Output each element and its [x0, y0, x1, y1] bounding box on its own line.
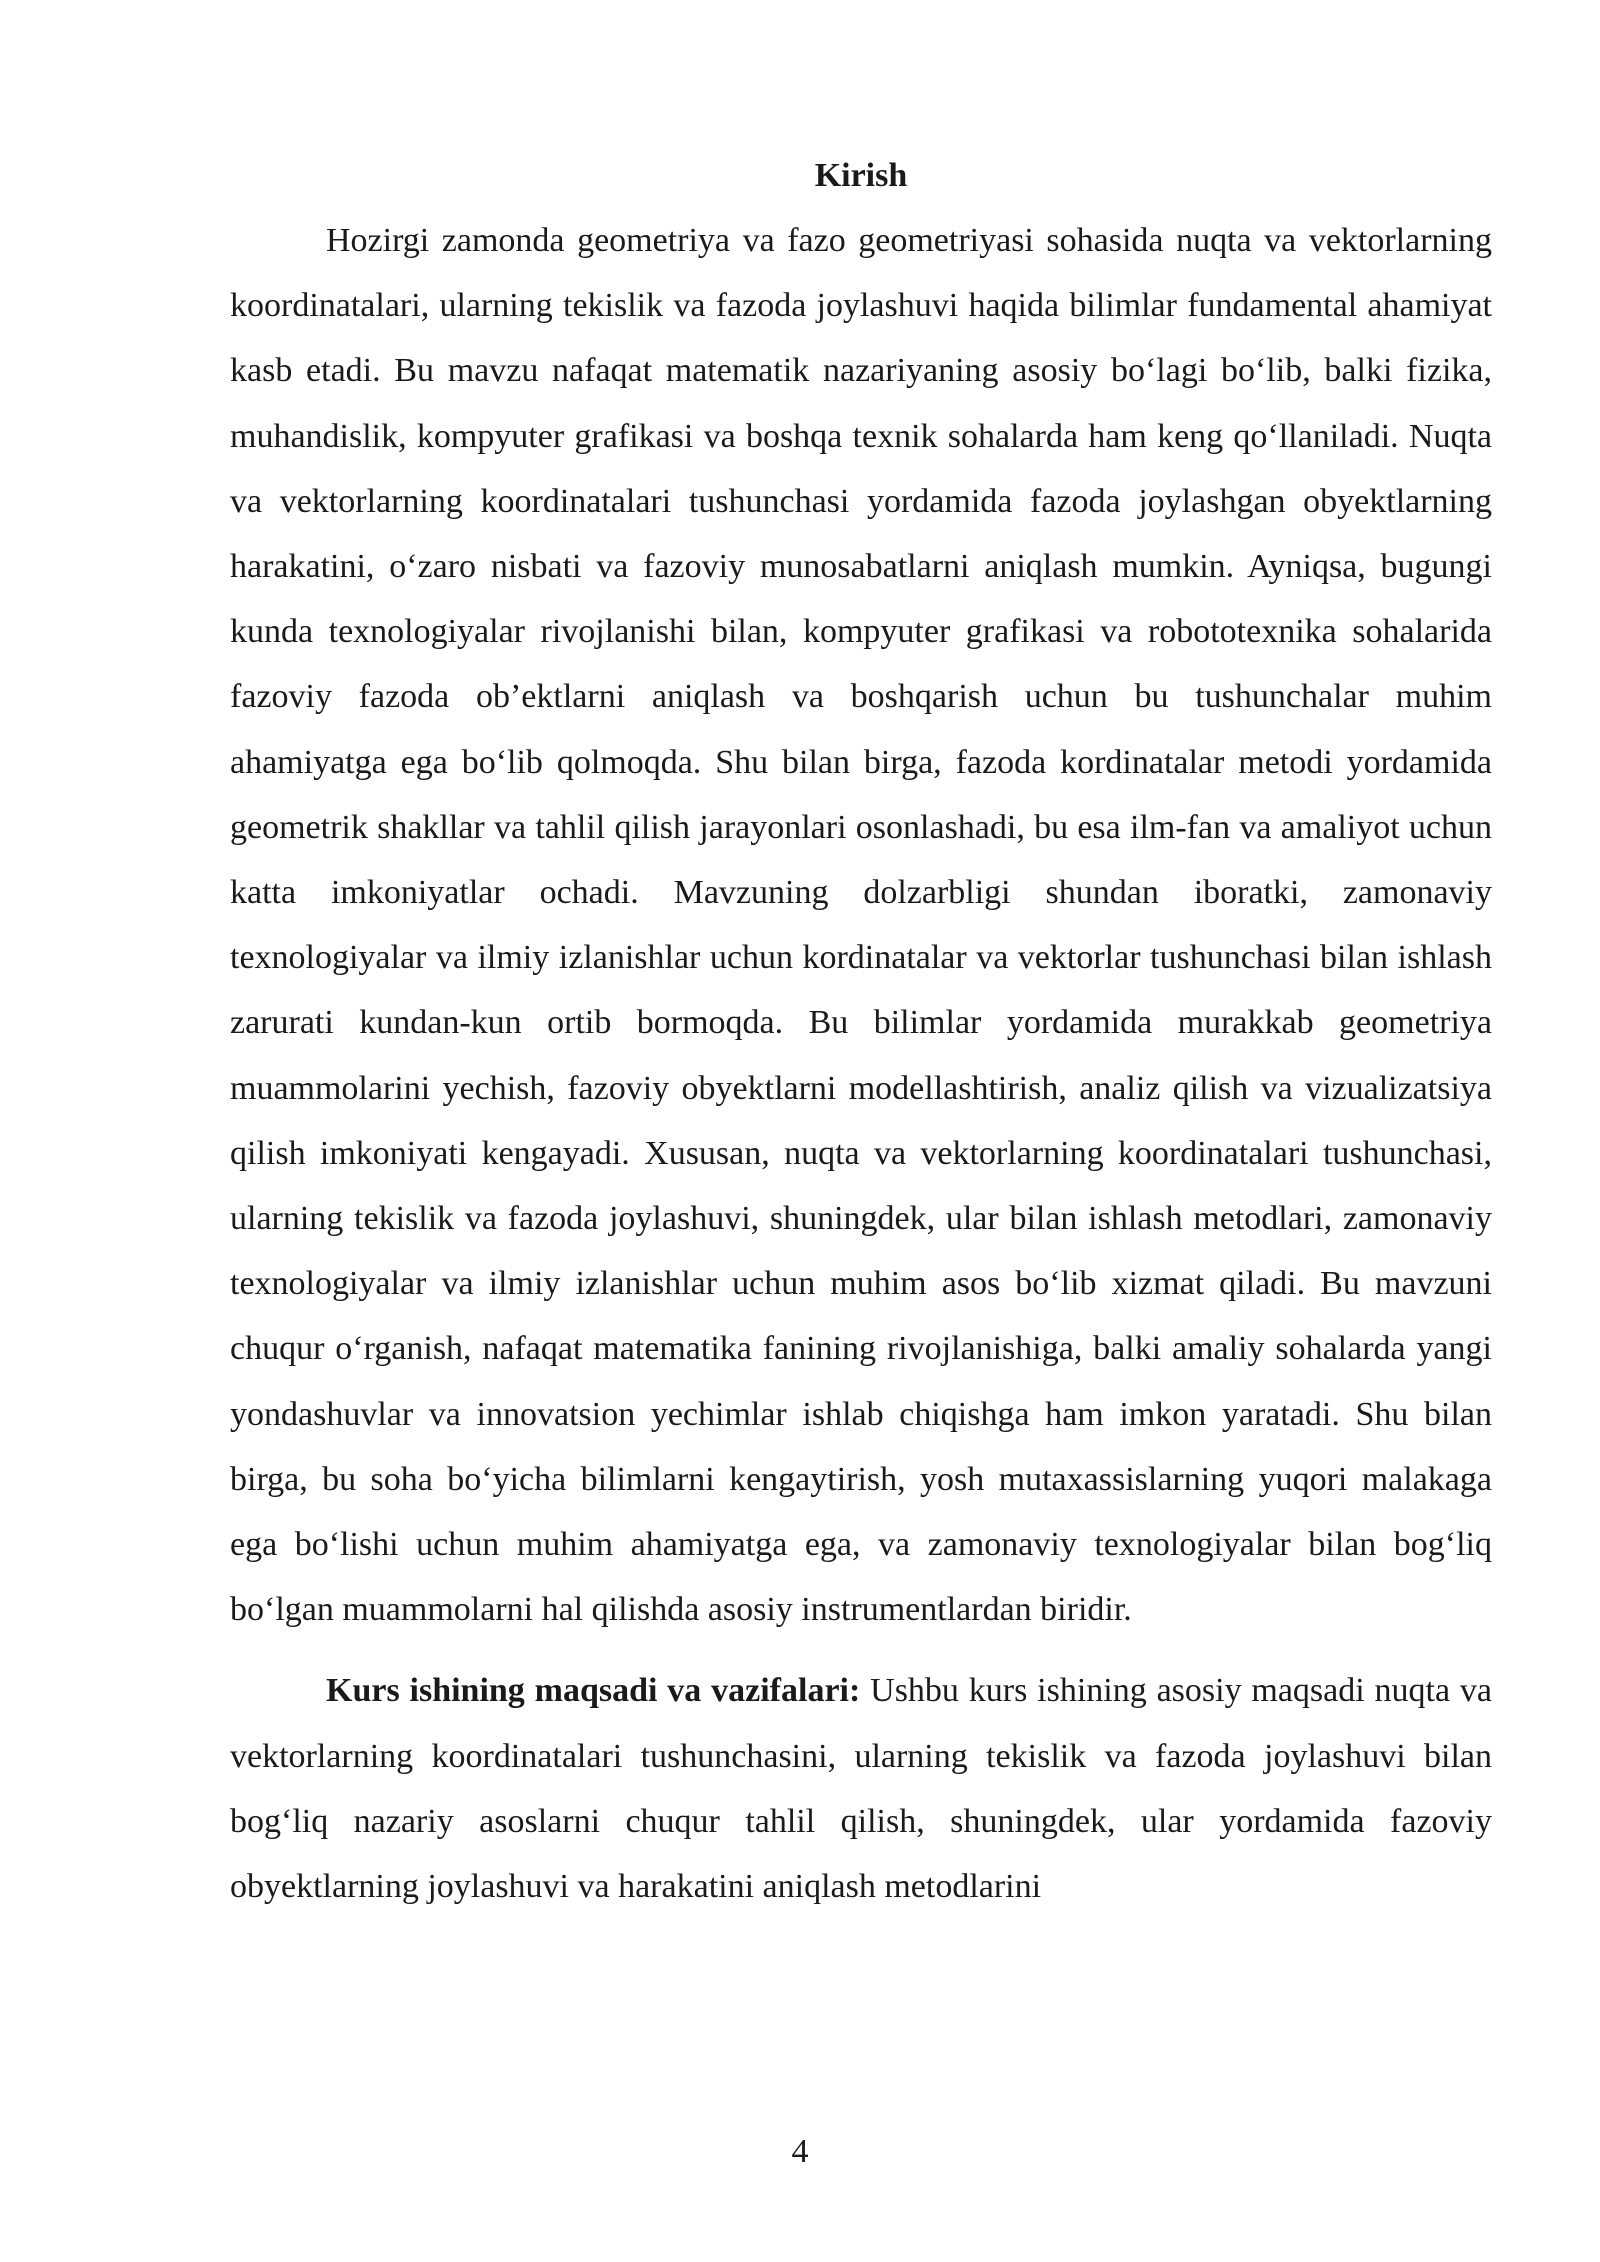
- goals-text: Ushbu kurs ishining asosiy maqsadi nuqta va vektorlarning koordinatalari tushunchasini, ularning tekislik va fazoda joylashuvi bilan bog‘liq nazariy asoslarni chuqur tahlil qilish, shuningdek, ular yordamida fazoviy obyektlarning joylashuvi va harakatini aniqlash metodlarini: [230, 1672, 1493, 1906]
- section-heading: Kirish: [814, 157, 908, 194]
- goals-paragraph: [230, 1658, 1492, 1919]
- goals-lead: Kurs ishining maqsadi va vazifalari:: [326, 1672, 861, 1710]
- page-number: 4: [791, 2133, 809, 2170]
- intro-paragraph: Hozirgi zamonda geometriya va fazo geometriyasi sohasida nuqta va vektorlarning koordinatalari, ularning tekislik va fazoda joylashuvi haqida bilimlar fundamental ahamiyat kasb etadi. Bu mavzu nafaqat matematik nazariyaning asosiy bo‘lagi bo‘lib, balki fizika, muhandislik, kompyuter grafikasi va boshqa texnik sohalarda ham keng qo‘llaniladi. Nuqta va vektorlarning koordinatalari tushunchasi yordamida fazoda joylashgan obyektlarning harakatini, o‘zaro nisbati va fazoviy munosabatlarni aniqlash mumkin. Ayniqsa, bugungi kunda texnologiyalar rivojlanishi bilan, kompyuter grafikasi va robototexnika sohalarida fazoviy fazoda ob’ektlarni aniqlash va boshqarish uchun bu tushunchalar muhim ahamiyatga ega bo‘lib qolmoqda. Shu bilan birga, fazoda kordinatalar metodi yordamida geometrik shakllar va tahlil qilish jarayonlari osonlashadi, bu esa ilm-fan va amaliyot uchun katta imkoniyatlar ochadi. Mavzuning dolzarbligi shundan iboratki, zamonaviy texnologiyalar va ilmiy izlanishlar uchun kordinatalar va vektorlar tushunchasi bilan ishlash zarurati kundan-kun ortib bormoqda. Bu bilimlar yordamida murakkab geometriya muammolarini yechish, fazoviy obyektlarni modellashtirish, analiz qilish va vizualizatsiya qilish imkoniyati kengayadi. Xususan, nuqta va vektorlarning koordinatalari tushunchasi, ularning tekislik va fazoda joylashuvi, shuningdek, ular bilan ishlash metodlari, zamonaviy texnologiyalar va ilmiy izlanishlar uchun muhim asos bo‘lib xizmat qiladi. Bu mavzuni chuqur o‘rganish, nafaqat matematika fanining rivojlanishiga, balki amaliy sohalarda yangi yondashuvlar va innovatsion yechimlar ishlab chiqishga ham imkon yaratadi. Shu bilan birga, bu soha bo‘yicha bilimlarni kengaytirish, yosh mutaxassislarning yuqori malakaga ega bo‘lishi uchun muhim ahamiyatga ega, va zamonaviy texnologiyalar bilan bog‘liq bo‘lgan muammolarni hal qilishda asosiy instrumentlardan biridir.: [230, 222, 1492, 1629]
- page-content: [230, 150, 1492, 1919]
